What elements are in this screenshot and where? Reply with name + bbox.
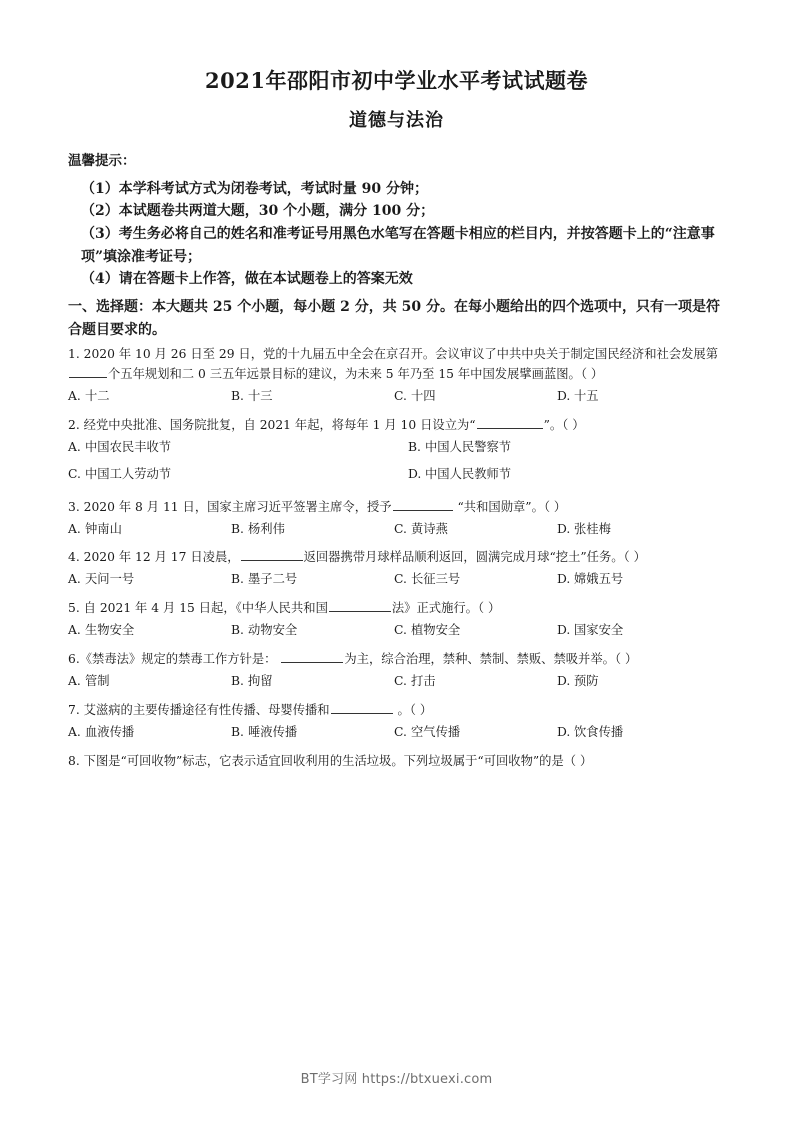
document-body xyxy=(68,155,724,894)
page-title: 2021年邵阳市初中学业水平考试试题卷 xyxy=(205,68,588,93)
option-c[interactable]: C. 中国工人劳动节 xyxy=(68,466,172,481)
question-3-stem-before: 3. 2020 年 8 月 11 日，国家主席习近平签署主席令，授予 xyxy=(68,499,392,514)
option-d[interactable]: D. 张桂梅 xyxy=(557,521,611,536)
option-a[interactable]: A. 天问一号 xyxy=(68,572,135,587)
question-2-stem-before: 2. 经党中央批准、国务院批复，自 2021 年起，将每年 1 月 10 日设立为“ xyxy=(68,417,476,432)
option-a[interactable]: A. 钟南山 xyxy=(68,521,122,536)
option-c[interactable]: C. 黄诗燕 xyxy=(394,521,448,536)
question-3-options xyxy=(68,520,724,540)
blank-line xyxy=(331,701,393,714)
question-8-stem: 8. 下图是“可回收物”标志，它表示适宜回收利用的生活垃圾。下列垃圾属于“可回收物”的是（ ） xyxy=(68,753,593,768)
question-4-stem xyxy=(68,548,724,568)
option-c[interactable]: C. 十四 xyxy=(394,389,436,404)
option-c[interactable]: C. 空气传播 xyxy=(394,724,461,739)
question-2 xyxy=(68,416,724,485)
question-7-stem-after: 。（ ） xyxy=(397,702,433,717)
blank-line xyxy=(393,498,453,511)
question-6-stem-before: 6.《禁毒法》规定的禁毒工作方针是： xyxy=(68,652,277,667)
option-d[interactable]: D. 预防 xyxy=(557,673,599,688)
question-7-stem-before: 7. 艾滋病的主要传播途径有性传播、母婴传播和 xyxy=(68,702,330,717)
notice-item-2: （2）本试题卷共两道大题，30 个小题，满分 100 分； xyxy=(81,203,435,220)
question-2-stem xyxy=(68,416,724,436)
question-1 xyxy=(68,345,724,407)
option-line xyxy=(68,465,724,485)
question-6 xyxy=(68,650,724,692)
question-7-options xyxy=(68,723,724,743)
option-b[interactable]: B. 十三 xyxy=(231,389,273,404)
option-c[interactable]: C. 打击 xyxy=(394,673,436,688)
question-5-stem-after: 法》正式施行。（ ） xyxy=(391,601,501,616)
question-1-options xyxy=(68,387,724,407)
section-heading-one: 一、选择题：本大题共 25 个小题，每小题 2 分，共 50 分。在每小题给出的四个选项中，只有一项是符合题目要求的。 xyxy=(68,298,720,338)
blank-line xyxy=(241,549,303,562)
option-b[interactable]: B. 动物安全 xyxy=(231,623,298,638)
question-3 xyxy=(68,498,724,540)
question-2-stem-after: ”。（ ） xyxy=(543,417,585,432)
question-6-stem xyxy=(68,650,724,670)
option-b[interactable]: B. 拘留 xyxy=(231,673,273,688)
option-d[interactable]: D. 国家安全 xyxy=(557,623,624,638)
option-b[interactable]: B. 唾液传播 xyxy=(231,724,298,739)
question-7-stem xyxy=(68,701,724,721)
option-line xyxy=(68,438,724,458)
footer-watermark: BT学习网 https://btxuexi.com xyxy=(300,1072,493,1087)
question-4-stem-after: 返回器携带月球样品顺利返回，圆满完成月球“挖土”任务。（ ） xyxy=(303,550,646,565)
blank-line xyxy=(329,600,391,613)
question-1-stem-before: 1. 2020 年 10 月 26 日至 29 日，党的十九届五中全会在京召开。会议审议了中共中央关于制定国民经济和社会发展第 xyxy=(68,347,719,362)
question-2-options xyxy=(68,438,724,485)
question-5-stem xyxy=(68,599,724,619)
question-3-stem-after: “共和国勋章”。（ ） xyxy=(457,499,567,514)
option-a[interactable]: A. 血液传播 xyxy=(68,724,135,739)
notice-item-4: （4）请在答题卡上作答，做在本试题卷上的答案无效 xyxy=(81,271,413,288)
question-5 xyxy=(68,599,724,641)
blank-line xyxy=(69,365,107,378)
question-3-stem xyxy=(68,498,724,518)
option-d[interactable]: D. 十五 xyxy=(557,389,599,404)
question-6-options xyxy=(68,672,724,692)
question-7 xyxy=(68,701,724,743)
question-6-stem-after: 为主，综合治理，禁种、禁制、禁贩、禁吸并举。（ ） xyxy=(344,652,638,667)
question-4-options xyxy=(68,570,724,590)
question-4 xyxy=(68,548,724,590)
notice-item-1: （1）本学科考试方式为闭卷考试，考试时量 90 分钟； xyxy=(81,180,428,197)
question-1-stem xyxy=(68,345,724,385)
option-a[interactable]: A. 中国农民丰收节 xyxy=(68,439,172,454)
option-b[interactable]: B. 墨子二号 xyxy=(231,572,298,587)
option-c[interactable]: C. 植物安全 xyxy=(394,623,461,638)
question-1-stem-after: 个五年规划和二 0 三五年远景目标的建议，为未来 5 年乃至 15 年中国发展擘画蓝图。（ ） xyxy=(108,367,604,382)
option-a[interactable]: A. 管制 xyxy=(68,673,110,688)
blank-line xyxy=(477,416,543,429)
question-5-options xyxy=(68,621,724,641)
option-a[interactable]: A. 十二 xyxy=(68,389,110,404)
option-d[interactable]: D. 饮食传播 xyxy=(557,724,624,739)
option-d[interactable]: D. 嫦娥五号 xyxy=(557,572,624,587)
question-5-stem-before: 5. 自 2021 年 4 月 15 日起，《中华人民共和国 xyxy=(68,601,328,616)
option-c[interactable]: C. 长征三号 xyxy=(394,572,461,587)
option-d[interactable]: D. 中国人民教师节 xyxy=(408,466,512,481)
recycling-symbol-figure xyxy=(68,774,724,894)
option-b[interactable]: B. 中国人民警察节 xyxy=(408,439,512,454)
option-a[interactable]: A. 生物安全 xyxy=(68,623,135,638)
question-4-stem-before: 4. 2020 年 12 月 17 日凌晨， xyxy=(68,550,240,565)
notice-item-3: （3）考生务必将自己的姓名和准考证号用黑色水笔写在答题卡相应的栏目内，并按答题卡上的“注意事项”填涂准考证号； xyxy=(81,225,715,265)
notice-heading: 温馨提示： xyxy=(68,153,136,169)
page-subtitle: 道德与法治 xyxy=(349,110,444,131)
blank-line xyxy=(281,650,343,663)
question-8 xyxy=(68,752,724,894)
option-b[interactable]: B. 杨利伟 xyxy=(231,521,285,536)
